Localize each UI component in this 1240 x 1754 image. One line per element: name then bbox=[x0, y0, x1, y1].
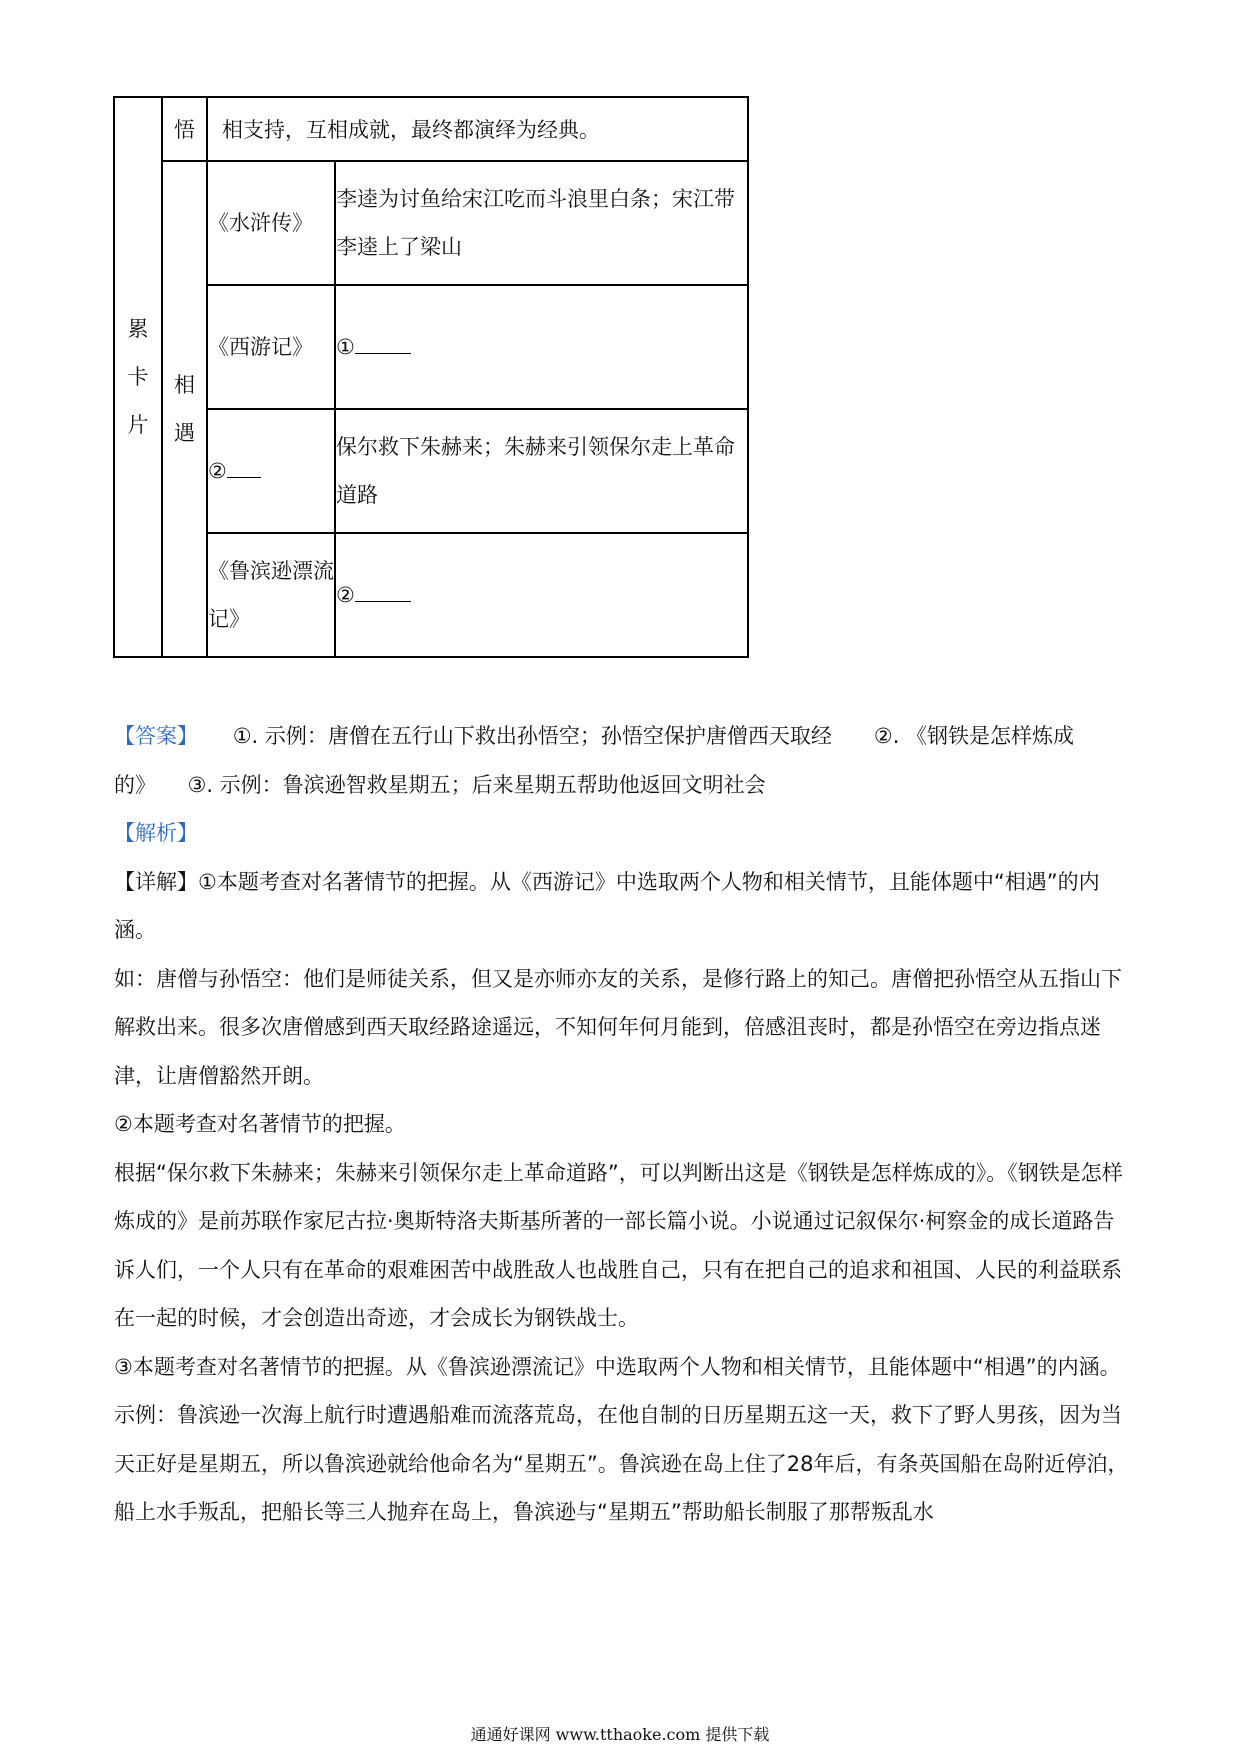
analysis-paragraph: 如：唐僧与孙悟空：他们是师徒关系，但又是亦师亦友的关系，是修行路上的知己。唐僧把孙悟空从五指山下解救出来。很多次唐僧感到西天取经路途遥远，不知何年何月能到，倍感沮丧时，都是孙悟空在旁边指点迷津，让唐僧豁然开朗。 bbox=[114, 966, 1122, 1088]
analysis-label: 【解析】 bbox=[114, 821, 198, 845]
fill-blank bbox=[355, 601, 411, 602]
analysis-paragraph: ②本题考查对名著情节的把握。 bbox=[114, 1112, 406, 1136]
fill-blank bbox=[355, 353, 411, 354]
answer-line-2: 的》 ③. 示例：鲁滨逊智救星期五；后来星期五帮助他返回文明社会 bbox=[114, 772, 766, 797]
page-footer: 通通好课网 www.tthaoke.com 提供下载 bbox=[470, 1725, 770, 1744]
reading-card-table bbox=[113, 96, 749, 658]
book-cell: ② bbox=[207, 409, 335, 533]
book-cell: 《水浒传》 bbox=[207, 161, 335, 285]
xiangyu-label: 相遇 bbox=[162, 161, 207, 657]
plot-cell: ② bbox=[335, 533, 748, 657]
plot-cell: 保尔救下朱赫来；朱赫来引领保尔走上革命道路 bbox=[335, 409, 748, 533]
plot-cell: 李逵为讨鱼给宋江吃而斗浪里白条；宋江带李逵上了梁山 bbox=[335, 161, 748, 285]
analysis-paragraph: 【详解】①本题考查对名著情节的把握。从《西游记》中选取两个人物和相关情节，且能体题中“相遇”的内涵。 bbox=[114, 869, 1100, 942]
card-left-label: 累卡片 bbox=[114, 97, 162, 657]
plot-cell: ① bbox=[335, 285, 748, 409]
answer-label: 【答案】 bbox=[114, 724, 198, 748]
fill-blank bbox=[227, 477, 261, 478]
analysis-label-line bbox=[114, 809, 1134, 858]
analysis-paragraph: 根据“保尔救下朱赫来；朱赫来引领保尔走上革命道路”，可以判断出这是《钢铁是怎样炼成的》。《钢铁是怎样炼成的》是前苏联作家尼古拉·奥斯特洛夫斯基所著的一部长篇小说。小说通过记叙保尔·柯察金的成长道路告诉人们，一个人只有在革命的艰难困苦中战胜敌人也战胜自己，只有在把自己的追求和祖国、人民的利益联系在一起的时候，才会创造出奇迹，才会成长为钢铁战士。 bbox=[114, 1160, 1123, 1330]
answer-line-1: 【答案】 ①. 示例：唐僧在五行山下救出孙悟空；孙悟空保护唐僧西天取经 ②. 《钢铁是怎样炼成 bbox=[114, 724, 1075, 748]
analysis-paragraph: ③本题考查对名著情节的把握。从《鲁滨逊漂流记》中选取两个人物和相关情节，且能体题中“相遇”的内涵。 bbox=[114, 1354, 1121, 1379]
book-cell: 《西游记》 bbox=[207, 285, 335, 409]
book-cell: 《鲁滨逊漂流记》 bbox=[207, 533, 335, 657]
wu-label: 悟 bbox=[162, 97, 207, 161]
answer-section bbox=[114, 712, 1134, 1537]
wu-text: 相支持，互相成就，最终都演绎为经典。 bbox=[207, 97, 748, 161]
analysis-paragraph: 示例：鲁滨逊一次海上航行时遭遇船难而流落荒岛，在他自制的日历星期五这一天，救下了野人男孩，因为当天正好是星期五，所以鲁滨逊就给他命名为“星期五”。鲁滨逊在岛上住了28年后，有条英国船在岛附近停泊，船上水手叛乱，把船长等三人抛弃在岛上，鲁滨逊与“星期五”帮助船长制服了那帮叛乱水 bbox=[114, 1403, 1129, 1524]
